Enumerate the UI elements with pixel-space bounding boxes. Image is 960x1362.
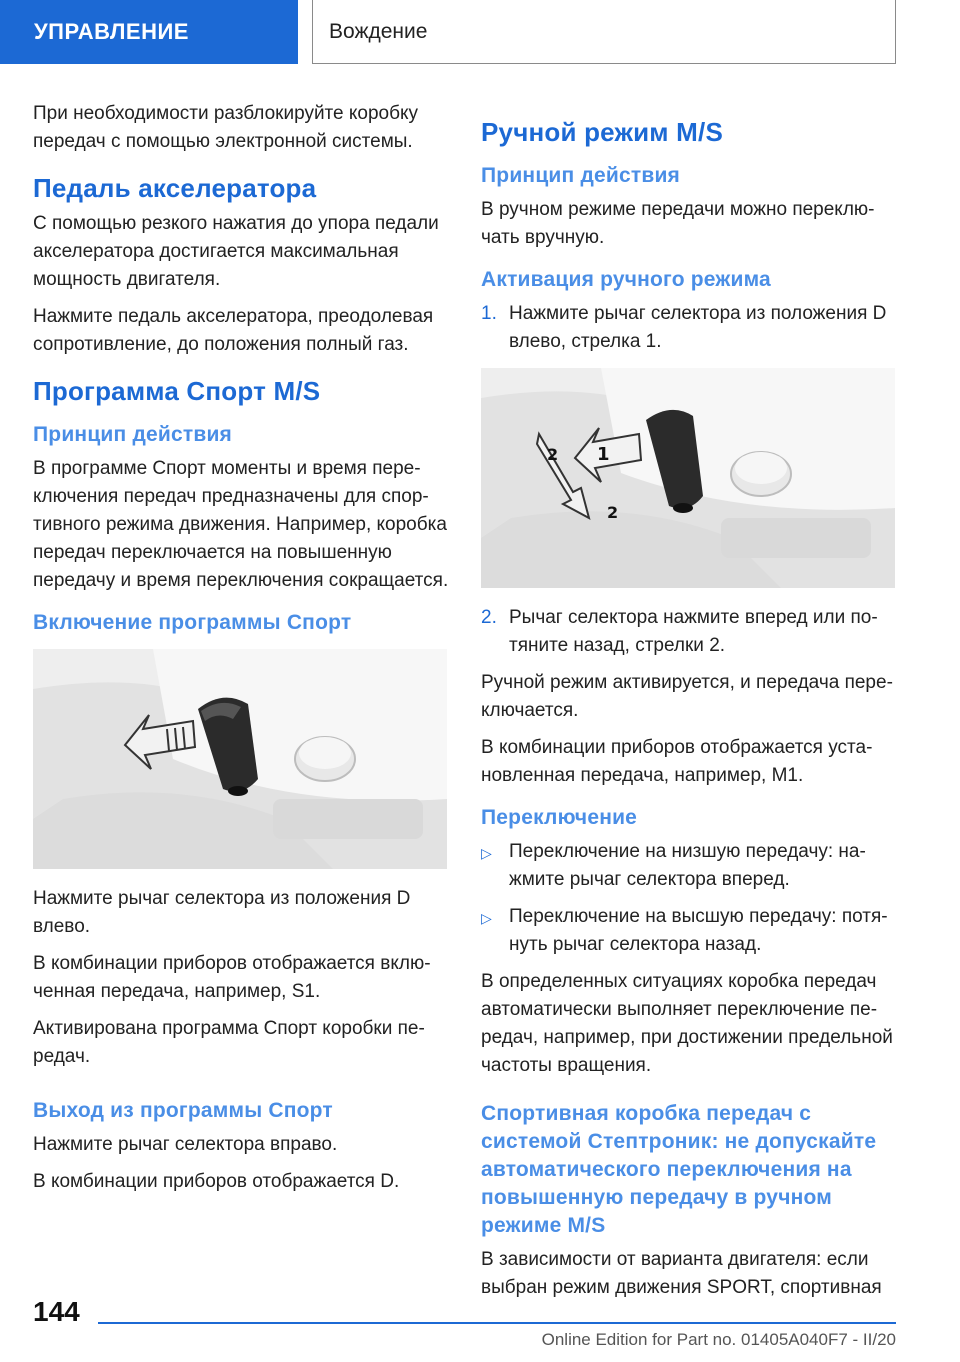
bullet-text: Переключение на низшую передачу: нажмите рычаг селектора вперед. [509, 841, 866, 890]
step-text: Нажмите рычаг селектора из положения D влево, стрелка 1. [509, 303, 887, 352]
exit-paragraph-2: В комбинации приборов отображается D. [33, 1171, 400, 1192]
steptronic-paragraph: В зависимости от варианта двигателя: если выбран режим движения SPORT, спортивная [481, 1249, 882, 1298]
arrow-2-label-top: 2 [547, 445, 559, 464]
arrow-2-label-bottom: 2 [607, 503, 619, 522]
section-tab: УПРАВЛЕНИЕ [0, 0, 298, 64]
pedal-paragraph-2: Нажмите педаль акселератора, преодолевая сопротивление, до положения полный газ. [33, 306, 434, 355]
page-number: 144 [33, 1296, 80, 1327]
manual-after-paragraph-2: В комбинации приборов отображается установленная передача, например, M1. [481, 737, 873, 786]
gear-selector-left-illustration [33, 649, 447, 869]
bullet-item [481, 903, 897, 959]
manual-principle-paragraph: В ручном режиме передачи можно переключать вручную. [481, 199, 875, 248]
gear-selector-left-svg [33, 649, 447, 869]
pedal-heading: Педаль акселератора [33, 173, 317, 203]
shift-bullets [481, 838, 897, 959]
page-header [0, 0, 960, 66]
step-text: Рычаг селектора нажмите вперед или потяните назад, стрелки 2. [509, 607, 878, 656]
shift-paragraph: В определенных ситуациях коробка передач автоматически выполняет переключение передач, например, при достижении предельной частоты вращения. [481, 971, 893, 1076]
manual-principle-heading: Принцип действия [481, 164, 681, 187]
sport-principle-heading: Принцип действия [33, 423, 233, 446]
left-column [33, 100, 449, 1205]
footer-rule [98, 1322, 896, 1324]
sport-enable-heading: Включение программы Спорт [33, 611, 352, 634]
step-number: 1. [481, 303, 497, 324]
sport-heading: Программа Спорт M/S [33, 376, 321, 406]
bullet-text: Переключение на высшую передачу: потянуть рычаг селектора назад. [509, 906, 888, 955]
steptronic-heading: Спортивная коробка передач с системой Стептроник: не допускайте автоматического переключения на повышенную передачу в ручном режиме M/S [481, 1102, 877, 1237]
intro-paragraph: При необходимости разблокируйте коробку передач с помощью электронной системы. [33, 103, 419, 152]
gear-selector-right-svg [481, 368, 895, 588]
activation-steps-a [481, 300, 897, 356]
enable-paragraph-3: Активирована программа Спорт коробки передач. [33, 1018, 425, 1067]
step-item [481, 300, 897, 356]
triangle-right-icon: ▷ [481, 845, 492, 861]
bullet-item [481, 838, 897, 894]
step-number: 2. [481, 607, 497, 628]
enable-paragraph-1: Нажмите рычаг селектора из положения D влево. [33, 888, 411, 937]
exit-paragraph-1: Нажмите рычаг селектора вправо. [33, 1134, 338, 1155]
sport-exit-heading: Выход из программы Спорт [33, 1099, 333, 1122]
triangle-right-icon: ▷ [481, 910, 492, 926]
manual-after-paragraph-1: Ручной режим активируется, и передача переключается. [481, 672, 893, 721]
enable-paragraph-2: В комбинации приборов отображается включенная передача, например, S1. [33, 953, 431, 1002]
gear-selector-right-illustration [481, 368, 895, 588]
sport-principle-paragraph: В программе Спорт моменты и время переключения передач предназначены для спортивного режима движения. Например, коробка передач переключается на повышенную передачу и время переключения сокращается. [33, 458, 449, 591]
footer-edition: Online Edition for Part no. 01405A040F7 - II/20 [541, 1330, 896, 1349]
manual-heading: Ручной режим M/S [481, 117, 723, 147]
shift-heading: Переключение [481, 806, 638, 829]
chapter-tab: Вождение [312, 0, 896, 64]
right-column [481, 100, 897, 1311]
pedal-paragraph-1: С помощью резкого нажатия до упора педали акселератора достигается максимальная мощность двигателя. [33, 213, 439, 290]
activation-steps-b [481, 604, 897, 660]
step-item [481, 604, 897, 660]
arrow-1-label: 1 [597, 444, 610, 465]
manual-activation-heading: Активация ручного режима [481, 268, 771, 291]
